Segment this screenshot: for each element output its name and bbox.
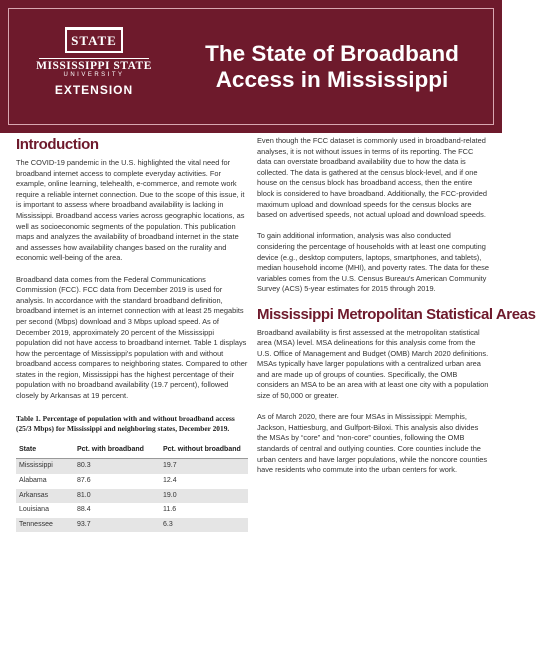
table-cell-state: Louisiana — [19, 506, 49, 514]
table-cell-with: 87.6 — [77, 477, 91, 485]
table-cell-with: 93.7 — [74, 518, 160, 533]
banner-frame — [8, 8, 494, 125]
table-row — [16, 474, 248, 489]
msa-paragraph-2: As of March 2020, there are four MSAs in Mississippi: Memphis, Jackson, Hattiesburg, and Gulfport-Biloxi. This analysis also divides the MSAs by “core” and “non-core” counties, following the OMB standards of central and outlying counties. Core counties include the urban centers and have larger populations, while the noncore counties have residents who commute into the urban centers for work. — [257, 412, 488, 475]
table-header-state: State — [16, 443, 74, 459]
title-line-1: The State of Broadband — [205, 41, 459, 66]
table-caption: Table 1. Percentage of population with and without broadband access (25/3 Mbps) for Mississippi and neighboring states, December 2019. — [16, 413, 235, 434]
right-column — [257, 136, 536, 486]
broadband-table — [16, 443, 248, 533]
table-cell-without: 6.3 — [160, 518, 248, 533]
table-row — [16, 518, 248, 533]
fcc-data-paragraph: Even though the FCC dataset is commonly used in broadband-related analyses, it is not without issues in terms of its reporting. The FCC data can overstate broadband availability due to how the data is collected. The data is gathered at the census block-level, and if one house on the census block has broadband access, then the entire block is considered to have broadband. Additionally, the FCC-provided maximum upload and download speeds for the census blocks are based on advertised speeds, not actual upload and download speeds. — [257, 136, 487, 220]
table-cell-state: Mississippi — [16, 459, 74, 474]
table-cell-state: Alabama — [19, 477, 47, 485]
intro-paragraph-1: The COVID-19 pandemic in the U.S. highlighted the vital need for broadband internet access to complete everyday activities. For example, online learning, telehealth, e-commerce, and remote work require a reliable internet connection. Due to the scope of this issue, it is important to assess where broadband availability is lacking in Mississippi. Broadband access varies across geographic locations, as well as socioeconomic segments of the population. This publication maps and analyzes the availability of broadband internet in the state and assesses how availability changes based on the rurality and economic well-being of the area. — [16, 158, 245, 263]
logo-divider — [39, 58, 149, 59]
state-emblem-icon — [65, 27, 123, 53]
title-line-2: Access in Mississippi — [215, 67, 449, 92]
msa-paragraph-1: Broadband availability is first assessed at the metropolitan statistical area (MSA) level. MSA delineations for this analysis come from the U.S. Office of Management and Budget (OMB) March 2020 definitions. MSAs typically have larger populations with a centralized urban area and are made up of groups of counties. Specifically, the OMB considers an MSA to be an area with at least one city with a population size of 50,000 or greater. — [257, 327, 489, 401]
left-column — [16, 136, 248, 532]
logo-university: UNIVERSITY — [63, 72, 125, 78]
table-cell-state: Arkansas — [16, 489, 74, 504]
table-cell-without: 19.0 — [160, 489, 248, 504]
table-row — [16, 503, 248, 518]
msu-extension-logo — [31, 27, 157, 117]
page-title — [177, 41, 487, 93]
table-cell-without: 19.7 — [160, 459, 248, 474]
table-cell-with: 88.4 — [77, 506, 91, 514]
table-header-without: Pct. without broadband — [160, 443, 248, 459]
intro-paragraph-2: Broadband data comes from the Federal Communications Commission (FCC). FCC data from December 2019 is used for analysis. In accordance with the standard broadband definition, broadband internet is an internet connection with at least 25 megabits per second (Mbps) download and 3 Mbps upload speed. As of December 2019, approximately 20 percent of the Mississippi population did not have access to broadband internet. Table 1 displays how the percentage of Mississippi's population with and without broadband access compares to neighboring states. Compared to other states in the region, Mississippi has the highest percentage of their population with no broadband availability (19.7 percent), followed closely by Arkansas at 19 percent. — [16, 274, 248, 401]
table-header-with: Pct. with broadband — [74, 443, 160, 459]
table-header-row — [16, 443, 248, 459]
header-banner — [0, 0, 502, 133]
emblem-text: STATE — [71, 33, 117, 48]
logo-extension: EXTENSION — [54, 83, 134, 97]
table-cell-with: 81.0 — [74, 489, 160, 504]
introduction-heading: Introduction — [16, 136, 99, 153]
acs-data-paragraph: To gain additional information, analysis was also conducted considering the percentage of households with at least one computing device (e.g., desktop computers, laptops, smartphones, and tablets), median household income (MHI), and poverty rates. The data for these variables comes from the U.S. Census Bureau's American Community Survey (ACS) 5-year estimates for 2015 through 2019. — [257, 231, 489, 294]
msa-heading: Mississippi Metropolitan Statistical Areas — [257, 305, 536, 323]
table-cell-without: 12.4 — [163, 477, 177, 485]
table-cell-with: 80.3 — [74, 459, 160, 474]
table-cell-without: 11.6 — [163, 506, 177, 514]
table-cell-state: Tennessee — [16, 518, 74, 533]
table-row — [16, 489, 248, 504]
table-row — [16, 459, 248, 474]
logo-name: MISSISSIPPI STATE — [36, 60, 152, 72]
